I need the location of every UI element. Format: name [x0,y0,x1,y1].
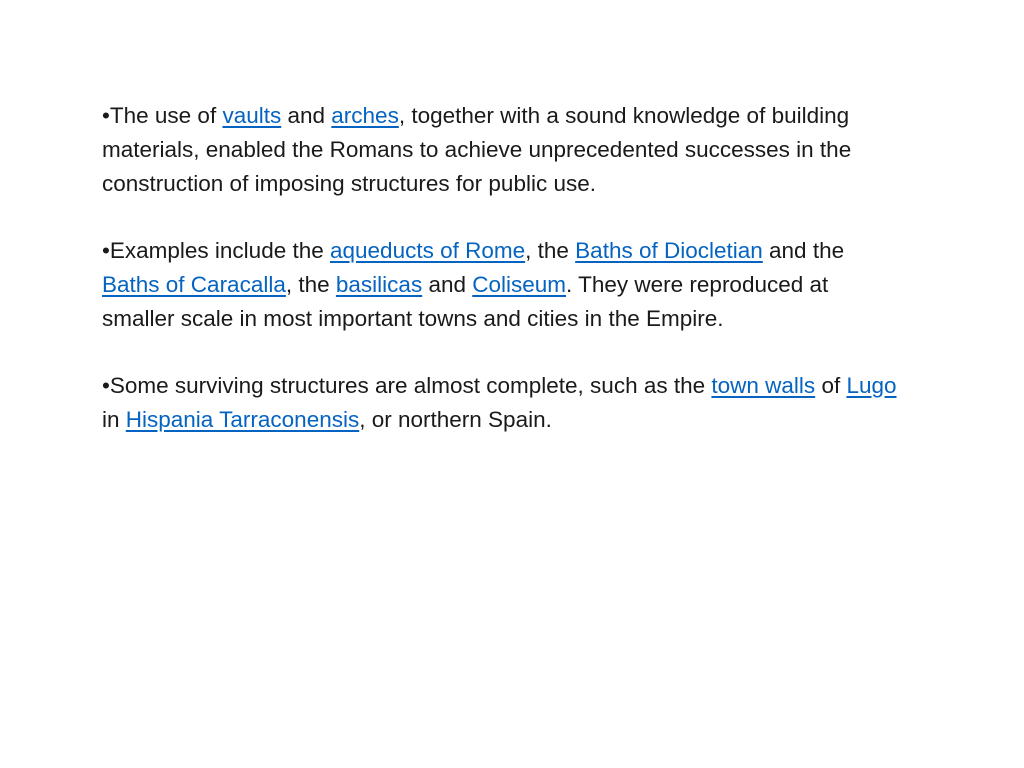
text-segment: , together with a sound knowledge of building materials, enabled the Romans to achieve unprecedented successes in the construction of imposing structures for public use. [102,103,852,196]
text-segment: , the [285,272,336,297]
text-segment: , or northern Spain. [359,407,552,432]
text-segment: •The use of [102,103,223,128]
text-segment: and the [762,238,845,263]
paragraph-spacer [102,201,902,234]
link-basilicas[interactable]: basilicas [335,272,423,297]
text-segment: and [281,103,332,128]
link-lugo[interactable]: Lugo [846,373,897,398]
text-segment: , the [525,238,576,263]
text-segment: . They were reproduced at smaller scale in most important towns and cities in the Empire. [102,272,829,331]
slide-body-text [102,99,902,437]
link-coliseum[interactable]: Coliseum [472,272,567,297]
link-arches[interactable]: arches [331,103,399,128]
link-hispania-tarraconensis[interactable]: Hispania Tarraconensis [125,407,360,432]
paragraph-surviving-structures [102,369,902,437]
link-baths-of-diocletian[interactable]: Baths of Diocletian [575,238,763,263]
link-vaults[interactable]: vaults [222,103,282,128]
text-segment: and [422,272,473,297]
text-segment: •Examples include the [102,238,330,263]
paragraph-spacer [102,336,902,369]
text-segment: of [815,373,847,398]
text-segment: •Some surviving structures are almost complete, such as the [102,373,712,398]
paragraph-examples [102,234,902,336]
link-aqueducts-of-rome[interactable]: aqueducts of Rome [330,238,526,263]
link-baths-of-caracalla[interactable]: Baths of Caracalla [102,272,286,297]
paragraph-vaults-arches [102,99,902,201]
link-town-walls[interactable]: town walls [711,373,816,398]
text-segment: in [102,407,126,432]
